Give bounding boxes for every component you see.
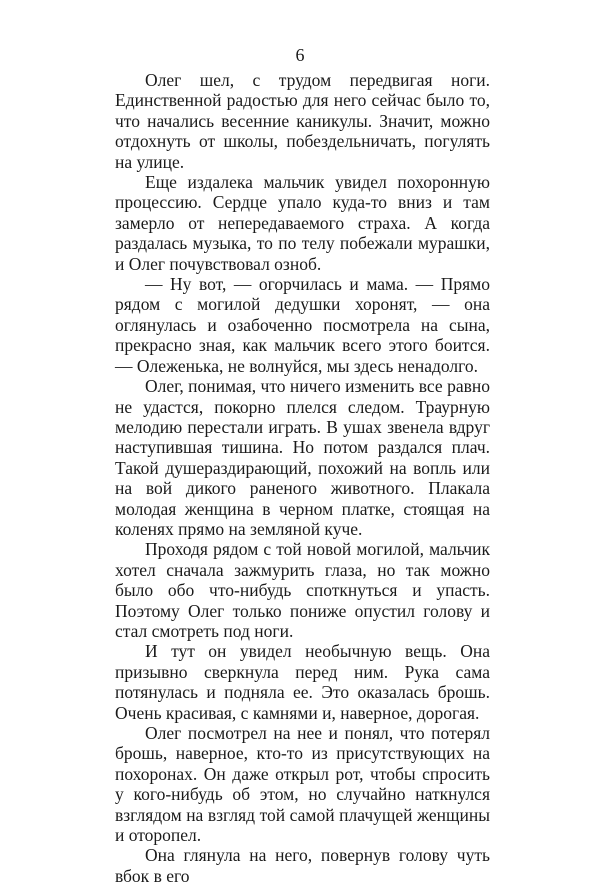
paragraph-3: — Ну вот, — огорчилась и мама. — Прямо рядом с могилой дедушки хоронят, — она оглянулась и озабоченно посмотрела на сына, прекрасно зная, как мальчик всего этого боится. — Олеженька, не волнуйся, мы здесь ненадолго. [115, 274, 490, 376]
body-text [115, 70, 490, 886]
paragraph-5: Проходя рядом с той новой могилой, мальчик хотел сначала зажмурить глаза, но так можно было обо что-нибудь споткнуться и упасть. Поэтому Олег только пониже опустил голову и стал смотреть под ноги. [115, 539, 490, 641]
paragraph-6: И тут он увидел необычную вещь. Она призывно сверкнула перед ним. Рука сама потянулась и подняла ее. Это оказалась брошь. Очень красивая, с камнями и, наверное, дорогая. [115, 641, 490, 723]
paragraph-8: Она глянула на него, повернув голову чуть вбок в его [115, 845, 490, 886]
paragraph-2: Еще издалека мальчик увидел похоронную процессию. Сердце упало куда-то вниз и там замерло от непередаваемого страха. А когда раздалась музыка, то по телу побежали мурашки, и Олег почувствовал озноб. [115, 172, 490, 274]
page-number: 6 [295, 45, 305, 65]
paragraph-7: Олег посмотрел на нее и понял, что потерял брошь, наверное, кто-то из присутствующих на похоронах. Он даже открыл рот, чтобы спросить у кого-нибудь об этом, но случайно наткнулся взглядом на взгляд той самой плачущей женщины и оторопел. [115, 723, 490, 846]
paragraph-4: Олег, понимая, что ничего изменить все равно не удастся, покорно плелся следом. Траурную мелодию перестали играть. В ушах звенела вдруг наступившая тишина. Но потом раздался плач. Такой душераздирающий, похожий на вопль или на вой дикого раненого животного. Плакала молодая женщина в черном платке, стоящая на коленях прямо на земляной куче. [115, 376, 490, 539]
paragraph-1: Олег шел, с трудом передвигая ноги. Единственной радостью для него сейчас было то, что начались весенние каникулы. Значит, можно отдохнуть от школы, побездельничать, погулять на улице. [115, 70, 490, 172]
